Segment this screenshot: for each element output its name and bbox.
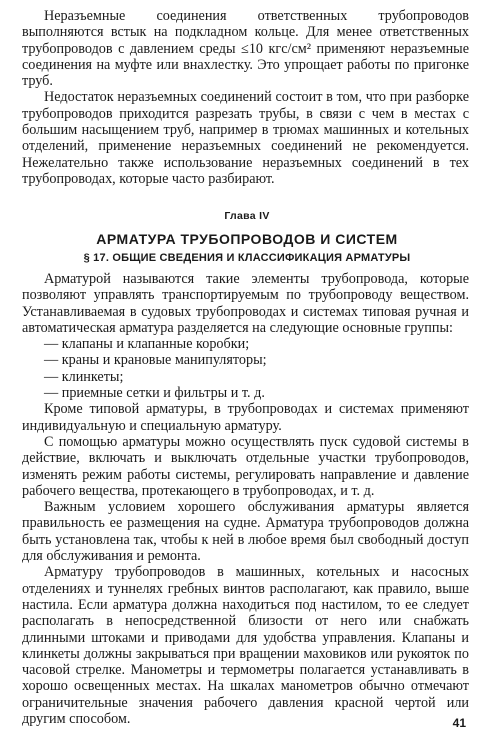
top-text-block bbox=[22, 8, 469, 187]
list-item: — клапаны и клапанные коробки; bbox=[44, 336, 250, 353]
main-text-block bbox=[22, 271, 469, 727]
paragraph-location: Арматуру трубопроводов в машинных, котельных и насосных отделениях и туннелях гребных винтов располагают, как правило, выше настила. Если арматура должна находиться под настилом, то ее следует располагать в непосредственной близости от него или снабжать длинными штоками и приводами для удобства управления. Клапаны и клинкеты должны закрываться при вращении маховиков или рукояток по часовой стрелке. Манометры и термометры полагается устанавливать в хорошо освещенных местах. На шкалах манометров обычно отмечают ограничительные значения рабочего давления красной чертой или другим способом. bbox=[22, 564, 469, 728]
page-number: 41 bbox=[452, 716, 466, 730]
list-item: — краны и крановые манипуляторы; bbox=[44, 352, 267, 369]
list-item: — приемные сетки и фильтры и т. д. bbox=[44, 385, 265, 402]
paragraph-functions: С помощью арматуры можно осуществлять пуск судовой системы в действие, включать и выключать отдельные участки трубопроводов, изменять режим работы системы, регулировать направление и давление рабочего вещества, протекающего в трубопроводах, и т. д. bbox=[22, 433, 469, 499]
chapter-label: Глава IV bbox=[224, 210, 270, 222]
section-title: § 17. ОБЩИЕ СВЕДЕНИЯ И КЛАССИФИКАЦИЯ АРМАТУРЫ bbox=[83, 252, 411, 264]
paragraph-joints: Неразъемные соединения ответственных трубопроводов выполняются встык на подкладном кольце. Для менее ответственных трубопроводов с давлением среды ≤10 кгс/см² применяют неразъемные соединения на муфте или внахлестку. Это упрощает работы по пригонке труб. bbox=[22, 8, 469, 90]
list-item: — клинкеты; bbox=[44, 368, 124, 385]
chapter-title: АРМАТУРА ТРУБОПРОВОДОВ И СИСТЕМ bbox=[96, 231, 398, 247]
paragraph-intro: Арматурой называются такие элементы трубопровода, которые позволяют управлять транспортируемым по трубопроводу веществом. Устанавливаемая в судовых трубопроводах и системах типовая ручная и автоматическая арматура разделяется на следующие основные группы: bbox=[22, 271, 469, 336]
paragraph-joints-drawback: Недостаток неразъемных соединений состоит в том, что при разборке трубопроводов приходится разрезать трубы, в связи с чем в местах с большим насыщением труб, например в трюмах машинных и котельных отделений, применение неразъемных соединений не рекомендуется. Нежелательно также использование неразъемных соединений в тех трубопроводах, которые часто разбирают. bbox=[22, 89, 469, 187]
paragraph-placement: Важным условием хорошего обслуживания арматуры является правильность ее размещения на судне. Арматура трубопроводов должна быть установлена так, чтобы к ней в любое время был свободный доступ для обслуживания и ремонта. bbox=[22, 499, 469, 565]
paragraph-special: Кроме типовой арматуры, в трубопроводах и системах применяют индивидуальную и специальную арматуру. bbox=[22, 401, 469, 434]
